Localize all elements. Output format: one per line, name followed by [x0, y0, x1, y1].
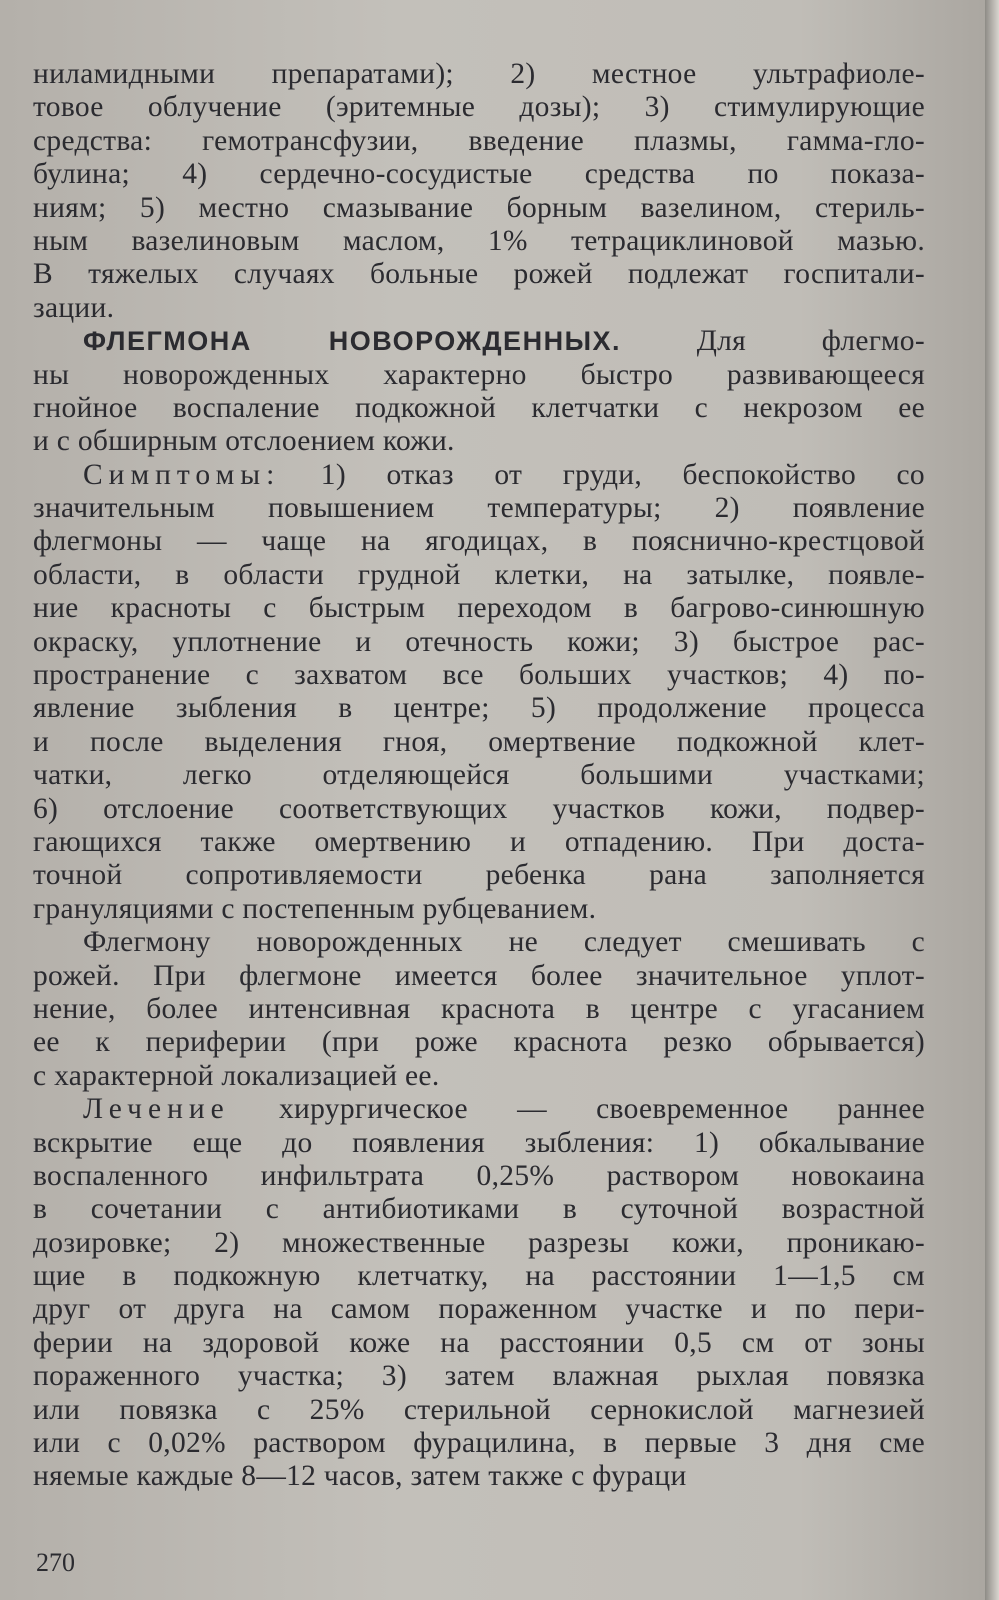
text-line: воспаленного инфильтрата 0,25% раствором новокаина	[33, 1159, 925, 1192]
text-line: товое облучение (эритемные дозы); 3) стимулирующие	[33, 91, 925, 124]
text-line: зации.	[33, 291, 115, 324]
section-heading-line	[33, 325, 925, 358]
text-line: точной сопротивляемости ребенка рана заполняется	[33, 859, 925, 892]
text-line: рожей. При флегмоне имеется более значительное уплот-	[33, 959, 925, 992]
text-line: в сочетании с антибиотиками в суточной возрастной	[33, 1193, 925, 1226]
text-line: ниям; 5) местно смазывание борным вазелином, стериль-	[33, 191, 925, 224]
text-line: явление зыбления в центре; 5) продолжение процесса	[33, 692, 925, 725]
text-line: ным вазелиновым маслом, 1% тетрациклиновой мазью.	[33, 224, 925, 257]
text-fragment: Для флегмо-	[696, 325, 925, 358]
text-line: друг от друга на самом пораженном участке и по пери-	[33, 1293, 925, 1326]
text-line: грануляциями с постепенным рубцеванием.	[33, 892, 597, 925]
text-line: дозировке; 2) множественные разрезы кожи, проникаю-	[33, 1226, 925, 1259]
text-line: ее к периферии (при роже краснота резко обрывается)	[33, 1026, 925, 1059]
text-line: средства: гемотрансфузии, введение плазмы, гамма-гло-	[33, 124, 925, 157]
text-line: В тяжелых случаях больные рожей подлежат госпитали-	[33, 258, 925, 291]
text-line: чатки, легко отделяющейся большими участками;	[33, 759, 925, 792]
treatment-lead: Лечение	[83, 1093, 230, 1126]
page-number: 270	[36, 1548, 75, 1577]
section-heading: ФЛЕГМОНА НОВОРОЖДЕННЫХ.	[83, 326, 622, 357]
text-line: с характерной локализацией ее.	[33, 1059, 440, 1092]
text-line: и с обширным отслоением кожи.	[33, 425, 455, 458]
text-line: значительным повышением температуры; 2) появление	[33, 492, 925, 525]
text-line: гнойное воспаление подкожной клетчатки с некрозом ее	[33, 391, 925, 424]
text-line: области, в области грудной клетки, на затылке, появле-	[33, 558, 925, 591]
text-line: флегмоны — чаще на ягодицах, в пояснично-крестцовой	[33, 525, 925, 558]
text-line: ние красноты с быстрым переходом в багрово-синюшную	[33, 592, 925, 625]
text-line: Флегмону новорожденных не следует смешивать с	[83, 926, 925, 959]
text-fragment: хирургическое — своевременное раннее	[278, 1093, 925, 1126]
symptoms-line	[33, 459, 925, 492]
symptoms-lead: Симптомы:	[83, 458, 281, 491]
text-line: нение, более интенсивная краснота в центре с угасанием	[33, 992, 925, 1025]
text-line: пространение с захватом все больших участков; 4) по-	[33, 659, 925, 692]
page-text	[33, 58, 925, 1494]
text-line: булина; 4) сердечно-сосудистые средства по показа-	[33, 158, 925, 191]
text-line: гающихся также омертвению и отпадению. При доста-	[33, 825, 925, 858]
text-line: щие в подкожную клетчатку, на расстоянии 1—1,5 см	[33, 1260, 925, 1293]
treatment-line	[33, 1093, 925, 1126]
page-edge	[985, 0, 999, 1600]
text-line: ферии на здоровой коже на расстоянии 0,5 см от зоны	[33, 1326, 925, 1359]
text-line: пораженного участка; 3) затем влажная рыхлая повязка	[33, 1360, 925, 1393]
text-line: 6) отслоение соответствующих участков кожи, подвер-	[33, 792, 925, 825]
text-line: вскрытие еще до появления зыбления: 1) обкалывание	[33, 1126, 925, 1159]
text-line: ниламидными препаратами); 2) местное ультрафиоле-	[33, 58, 925, 90]
text-line: или с 0,02% раствором фурацилина, в первые 3 дня сме	[33, 1427, 925, 1460]
text-line: или повязка с 25% стерильной сернокислой магнезией	[33, 1393, 925, 1426]
text-line: ны новорожденных характерно быстро развивающееся	[33, 358, 925, 391]
text-fragment: 1) отказ от груди, беспокойство со	[320, 458, 925, 491]
text-line: няемые каждые 8—12 часов, затем также с фураци	[33, 1460, 687, 1493]
text-line: и после выделения гноя, омертвение подкожной клет-	[33, 725, 925, 758]
text-line: окраску, уплотнение и отечность кожи; 3) быстрое рас-	[33, 625, 925, 658]
